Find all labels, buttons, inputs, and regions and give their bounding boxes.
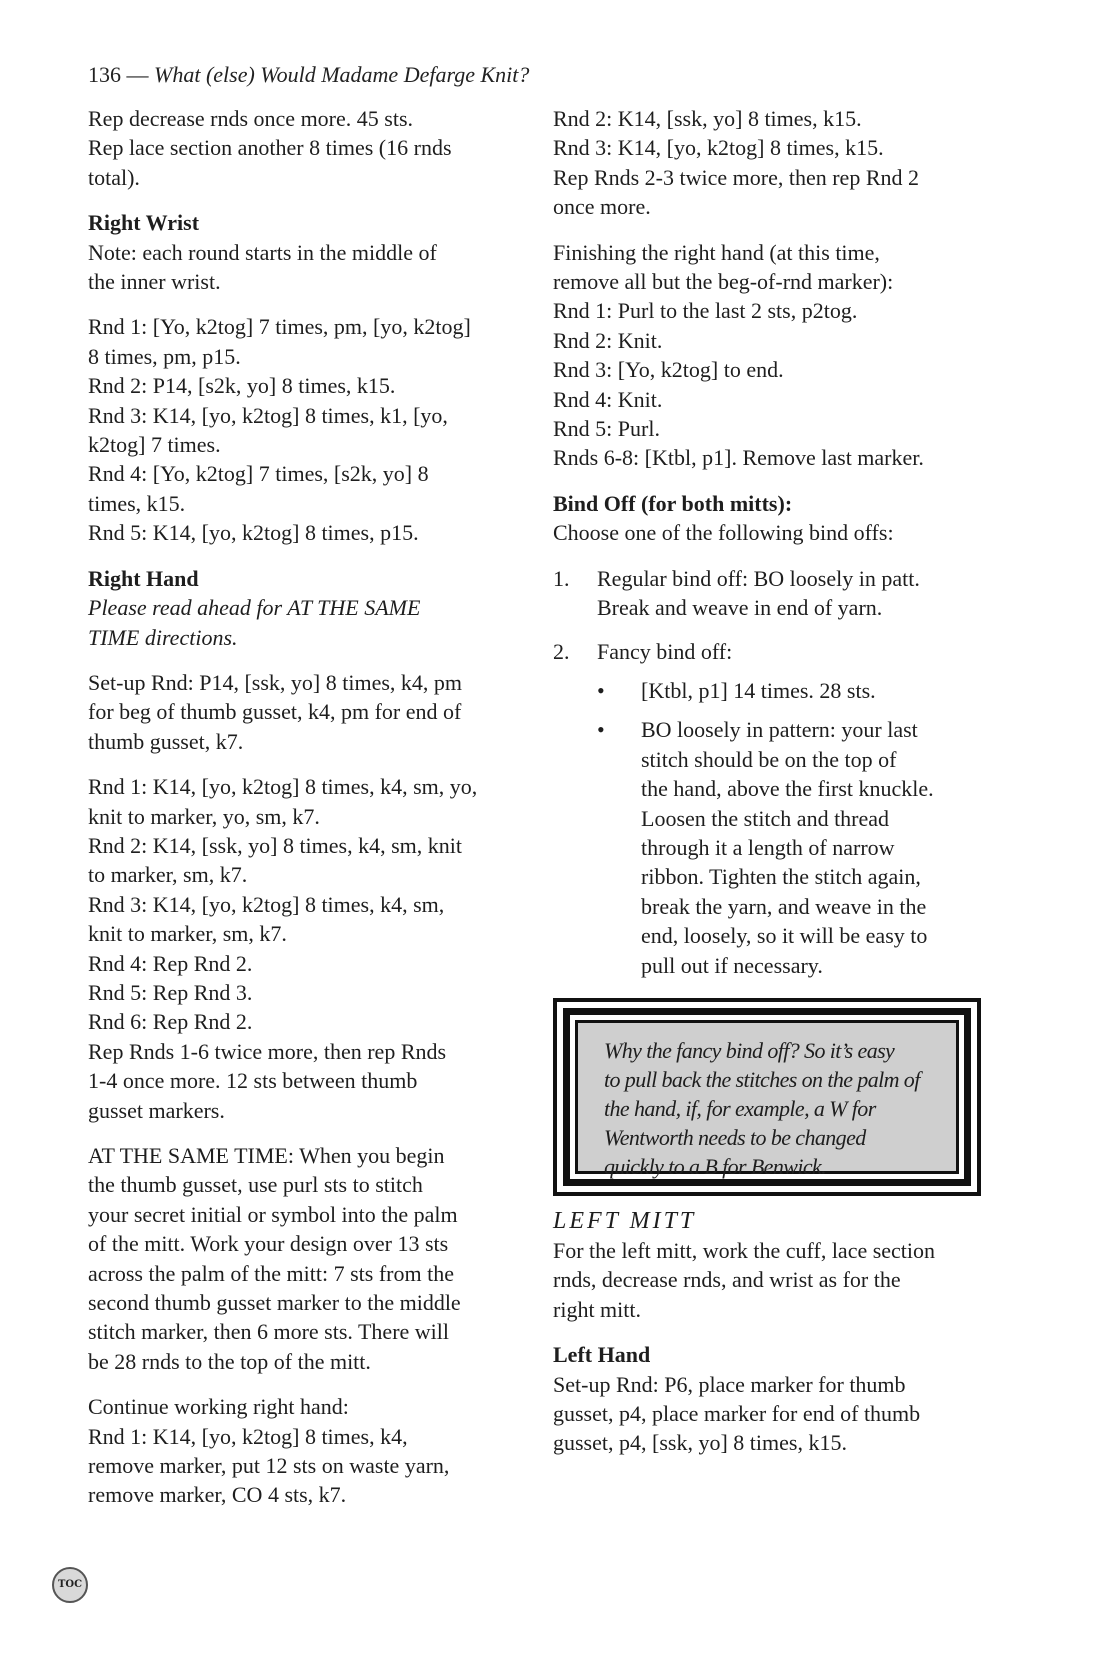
- text-line: right mitt.: [553, 1296, 641, 1322]
- sidebar-callout: [553, 998, 981, 1196]
- text-line: Rnds 6-8: [Ktbl, p1]. Remove last marker.: [553, 445, 924, 471]
- text-line: Wentworth needs to be changed: [604, 1124, 866, 1150]
- list-item: [553, 564, 985, 623]
- text-line: Rep decrease rnds once more. 45 sts.: [88, 106, 414, 131]
- section-heading: Bind Off (for both mitts):: [553, 490, 793, 516]
- text-line: Break and weave in end of yarn.: [597, 595, 883, 621]
- text-line: quickly to a B for Benwick.: [604, 1153, 827, 1179]
- list-number: 1.: [553, 565, 570, 591]
- text-line: Rep Rnds 1-6 twice more, then rep Rnds: [88, 1038, 447, 1064]
- head-separator: —: [121, 62, 154, 87]
- text-line: Rnd 3: K14, [yo, k2tog] 8 times, k1, [yo,: [88, 402, 448, 428]
- text-line: Rnd 4: Rep Rnd 2.: [88, 950, 253, 976]
- section-heading: Right Hand: [88, 565, 199, 591]
- text-line: of the mitt. Work your design over 13 sts: [88, 1231, 449, 1257]
- text-line: remove marker, CO 4 sts, k7.: [88, 1482, 347, 1508]
- text-line: once more.: [553, 194, 651, 220]
- text-line: Rep lace section another 8 times (16 rnds: [88, 135, 452, 161]
- text-line: times, k15.: [88, 490, 186, 516]
- section-heading: Left Hand: [553, 1342, 651, 1368]
- text-line: Rnd 6: Rep Rnd 2.: [88, 1009, 253, 1035]
- same-time-paragraph: [88, 1141, 520, 1376]
- text-line: ribbon. Tighten the stitch again,: [641, 864, 921, 890]
- text-line: rnds, decrease rnds, and wrist as for the: [553, 1267, 901, 1293]
- text-line: Rnd 5: Rep Rnd 3.: [88, 979, 253, 1005]
- bind-off-section: [553, 489, 985, 548]
- bullet-item: [597, 676, 985, 705]
- right-hand-setup: [88, 668, 520, 756]
- text-line: Set-up Rnd: P6, place marker for thumb: [553, 1371, 906, 1397]
- left-column: [88, 104, 520, 1526]
- callout-frame: [563, 1008, 971, 1186]
- text-line: be 28 rnds to the top of the mitt.: [88, 1348, 371, 1374]
- text-line: BO loosely in pattern: your last: [641, 717, 918, 743]
- list-number: 2.: [553, 638, 570, 664]
- text-line: your secret initial or symbol into the palm: [88, 1201, 458, 1227]
- text-line: [Ktbl, p1] 14 times. 28 sts.: [641, 677, 876, 703]
- text-line: Rnd 1: K14, [yo, k2tog] 8 times, k4, sm, yo,: [88, 774, 478, 800]
- section-heading: Right Wrist: [88, 210, 200, 236]
- text-line: Rnd 4: Knit.: [553, 386, 663, 412]
- text-line: Why the fancy bind off? So it’s easy: [604, 1037, 895, 1063]
- text-line: Set-up Rnd: P14, [ssk, yo] 8 times, k4, pm: [88, 669, 463, 695]
- text-line: stitch marker, then 6 more sts. There will: [88, 1319, 450, 1345]
- left-hand-section: [553, 1340, 985, 1458]
- text-line: the thumb gusset, use purl sts to stitch: [88, 1172, 423, 1198]
- right-hand-section: [88, 564, 520, 652]
- right-wrist-rounds: [88, 312, 520, 547]
- text-line: break the yarn, and weave in the: [641, 893, 927, 919]
- text-line: Rnd 2: K14, [ssk, yo] 8 times, k15.: [553, 106, 862, 131]
- right-column: [553, 104, 985, 1474]
- text-line: Rnd 3: [Yo, k2tog] to end.: [553, 357, 784, 383]
- bullet-icon: •: [597, 677, 605, 703]
- text-line: gusset markers.: [88, 1097, 225, 1123]
- text-line: thumb gusset, k7.: [88, 728, 244, 754]
- text-line: pull out if necessary.: [641, 952, 823, 978]
- bullet-list: [597, 676, 985, 980]
- text-line: through it a length of narrow: [641, 834, 895, 860]
- text-line: knit to marker, sm, k7.: [88, 921, 287, 947]
- bullet-icon: •: [597, 717, 605, 743]
- right-wrist-section: [88, 208, 520, 296]
- text-line: Rnd 5: K14, [yo, k2tog] 8 times, p15.: [88, 520, 419, 546]
- bullet-item: [597, 715, 985, 980]
- text-line: Loosen the stitch and thread: [641, 805, 890, 831]
- text-line: Rnd 2: P14, [s2k, yo] 8 times, k15.: [88, 373, 396, 399]
- text-line: Rnd 1: K14, [yo, k2tog] 8 times, k4,: [88, 1423, 408, 1449]
- text-line: Rnd 2: Knit.: [553, 327, 663, 353]
- text-line: end, loosely, so it will be easy to: [641, 923, 928, 949]
- text-line: gusset, p4, place marker for end of thumb: [553, 1401, 921, 1426]
- text-line: Rnd 4: [Yo, k2tog] 7 times, [s2k, yo] 8: [88, 461, 429, 487]
- text-line: gusset, p4, [ssk, yo] 8 times, k15.: [553, 1430, 847, 1456]
- bind-off-list: [553, 564, 985, 980]
- text-line: Rnd 1: Purl to the last 2 sts, p2tog.: [553, 298, 858, 324]
- text-line: to marker, sm, k7.: [88, 862, 248, 888]
- section-title: LEFT MITT: [553, 1207, 697, 1234]
- book-title: What (else) Would Madame Defarge Knit?: [154, 62, 530, 87]
- text-line: For the left mitt, work the cuff, lace section: [553, 1237, 936, 1263]
- left-mitt-section: [553, 1206, 985, 1324]
- text-line: knit to marker, yo, sm, k7.: [88, 803, 320, 829]
- text-line: the hand, above the first knuckle.: [641, 776, 934, 802]
- text-line: 1-4 once more. 12 sts between thumb: [88, 1068, 418, 1094]
- text-line: Choose one of the following bind offs:: [553, 520, 894, 546]
- text-line: k2tog] 7 times.: [88, 432, 221, 458]
- text-line: the inner wrist.: [88, 269, 221, 295]
- text-line: AT THE SAME TIME: When you begin: [88, 1143, 445, 1168]
- text-line: Finishing the right hand (at this time,: [553, 239, 880, 265]
- toc-button[interactable]: TOC: [52, 1567, 88, 1603]
- list-item: [553, 637, 985, 980]
- text-line: Rep Rnds 2-3 twice more, then rep Rnd 2: [553, 164, 919, 190]
- running-head: [88, 60, 529, 90]
- callout-text: [575, 1020, 959, 1179]
- text-line: total).: [88, 164, 140, 190]
- text-line: Rnd 2: K14, [ssk, yo] 8 times, k4, sm, knit: [88, 832, 463, 858]
- text-line: to pull back the stitches on the palm of: [604, 1066, 920, 1092]
- italic-note: TIME directions.: [88, 624, 238, 650]
- text-line: remove all but the beg-of-rnd marker):: [553, 269, 894, 295]
- text-line: the hand, if, for example, a W for: [604, 1095, 876, 1121]
- page-number: 136: [88, 62, 121, 87]
- intro-paragraph: [88, 104, 520, 192]
- text-line: Rnd 3: K14, [yo, k2tog] 8 times, k4, sm,: [88, 891, 445, 917]
- text-line: Fancy bind off:: [597, 638, 733, 664]
- continued-rounds: [553, 104, 985, 222]
- text-line: Rnd 3: K14, [yo, k2tog] 8 times, k15.: [553, 135, 884, 161]
- text-line: second thumb gusset marker to the middle: [88, 1290, 461, 1316]
- text-line: Rnd 5: Purl.: [553, 416, 660, 442]
- text-line: 8 times, pm, p15.: [88, 343, 241, 369]
- text-line: for beg of thumb gusset, k4, pm for end of: [88, 699, 462, 725]
- finishing-paragraph: [553, 238, 985, 473]
- text-line: Note: each round starts in the middle of: [88, 239, 437, 265]
- text-line: Rnd 1: [Yo, k2tog] 7 times, pm, [yo, k2tog]: [88, 314, 471, 340]
- italic-note: Please read ahead for AT THE SAME: [88, 595, 421, 621]
- text-line: remove marker, put 12 sts on waste yarn,: [88, 1453, 450, 1479]
- text-line: Regular bind off: BO loosely in patt.: [597, 565, 920, 591]
- continue-paragraph: [88, 1392, 520, 1510]
- text-line: Continue working right hand:: [88, 1394, 349, 1420]
- text-line: across the palm of the mitt: 7 sts from the: [88, 1260, 454, 1286]
- text-line: stitch should be on the top of: [641, 746, 897, 772]
- right-hand-rounds: [88, 772, 520, 1125]
